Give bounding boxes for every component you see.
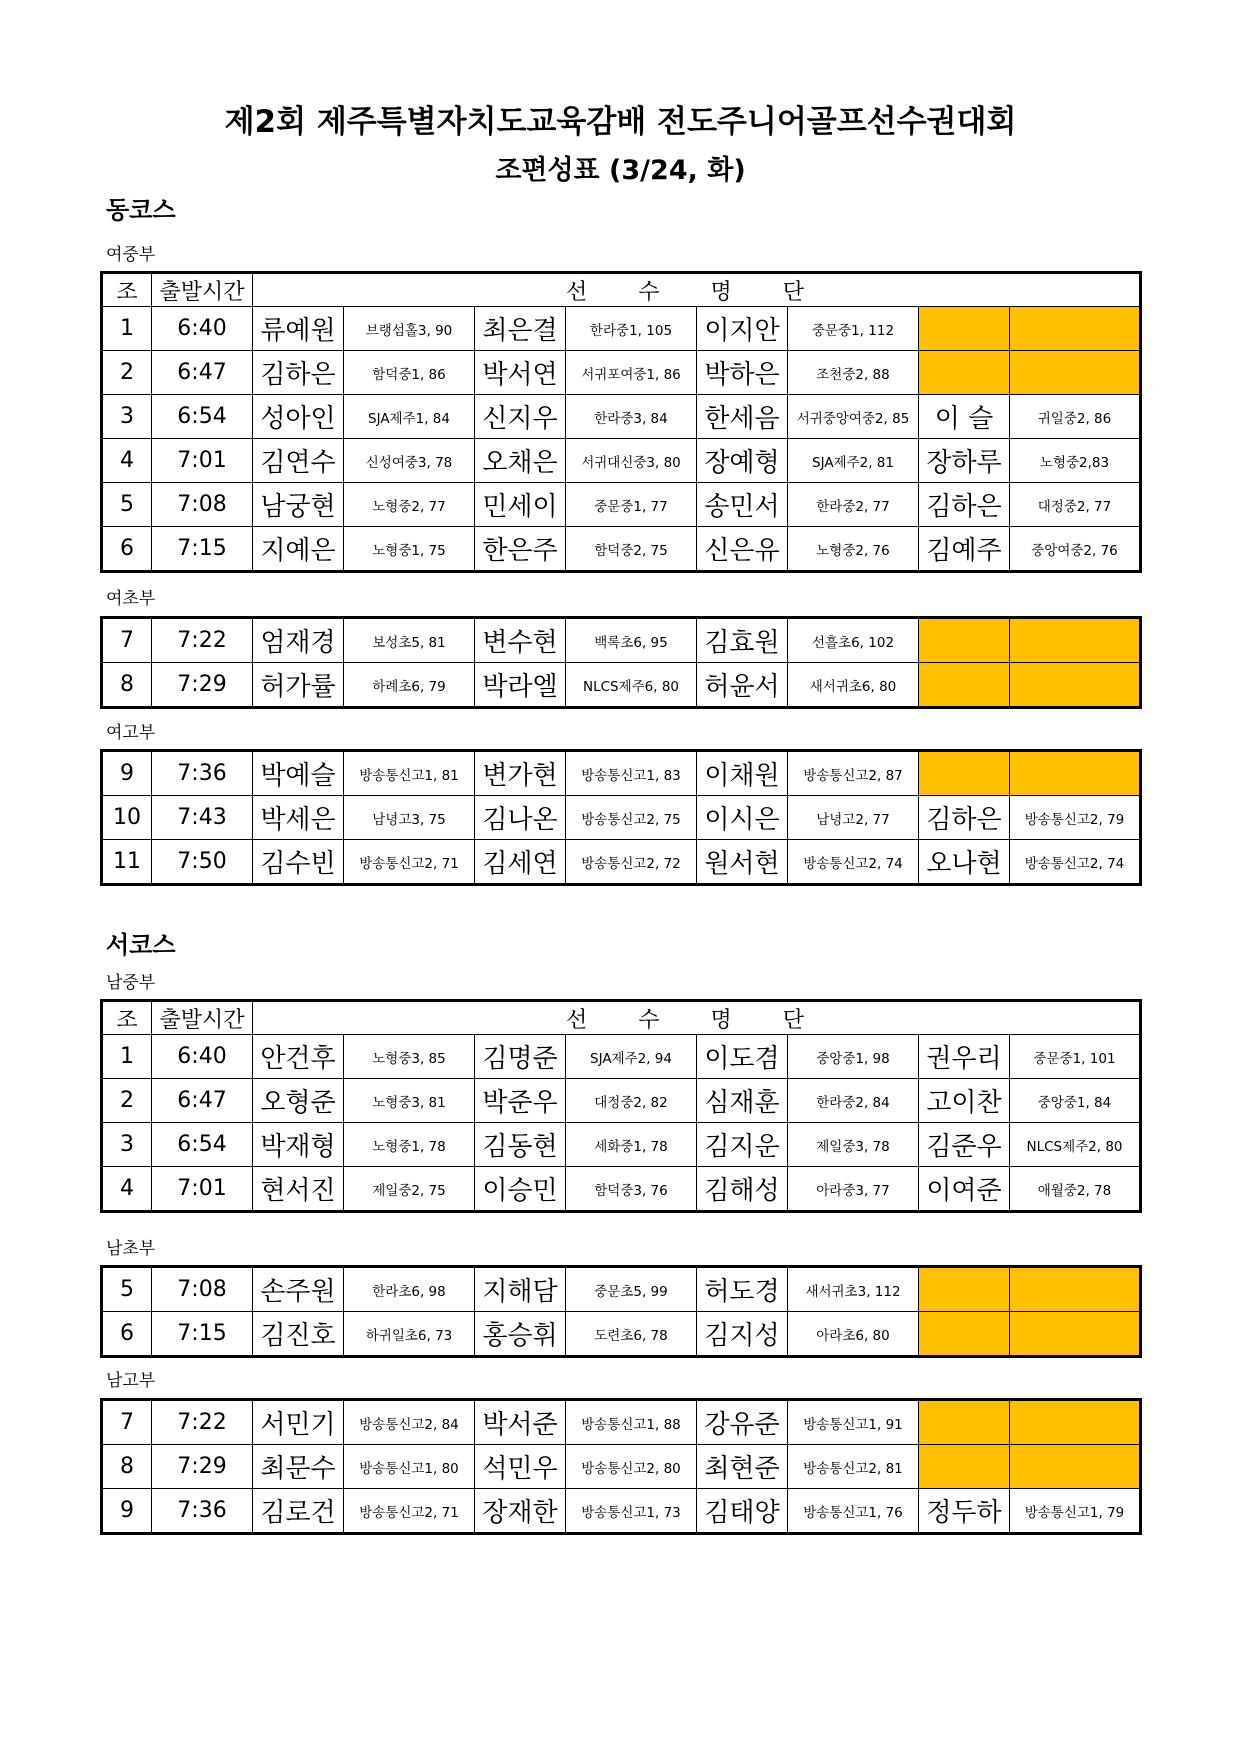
player-name: 김지운 bbox=[697, 1123, 788, 1167]
player-school-score: 함덕중3, 76 bbox=[566, 1167, 697, 1212]
player-school-score: SJA제주2, 94 bbox=[566, 1035, 697, 1079]
player-name: 허윤서 bbox=[697, 663, 788, 708]
group-number: 3 bbox=[102, 395, 152, 439]
player-school-score: 중앙중1, 84 bbox=[1010, 1079, 1141, 1123]
player-name: 박준우 bbox=[475, 1079, 566, 1123]
player-name: 김효원 bbox=[697, 618, 788, 663]
table-row bbox=[102, 618, 1141, 663]
tee-time: 7:15 bbox=[152, 1312, 253, 1357]
group-number: 3 bbox=[102, 1123, 152, 1167]
tee-time: 7:29 bbox=[152, 1445, 253, 1489]
table-row bbox=[102, 1267, 1141, 1312]
table-row bbox=[102, 1167, 1141, 1212]
player-name: 김명준 bbox=[475, 1035, 566, 1079]
schedule-table bbox=[100, 271, 1142, 573]
table-row bbox=[102, 1079, 1141, 1123]
group-number: 1 bbox=[102, 1035, 152, 1079]
player-name: 한은주 bbox=[475, 527, 566, 572]
schedule-table bbox=[100, 616, 1142, 709]
player-school-score: NLCS제주2, 80 bbox=[1010, 1123, 1141, 1167]
tee-time: 7:36 bbox=[152, 1489, 253, 1534]
group-number: 4 bbox=[102, 439, 152, 483]
player-school-score: 대정중2, 82 bbox=[566, 1079, 697, 1123]
player-name: 이시은 bbox=[697, 796, 788, 840]
tee-time: 6:47 bbox=[152, 351, 253, 395]
tee-time: 7:36 bbox=[152, 751, 253, 796]
player-school-score: 남녕고2, 77 bbox=[788, 796, 919, 840]
header-time: 출발시간 bbox=[152, 273, 253, 307]
player-school-score: 방송통신고1, 88 bbox=[566, 1400, 697, 1445]
group-number: 9 bbox=[102, 1489, 152, 1534]
player-name: 이채원 bbox=[697, 751, 788, 796]
table-row bbox=[102, 796, 1141, 840]
player-name: 오채은 bbox=[475, 439, 566, 483]
player-school-score: 세화중1, 78 bbox=[566, 1123, 697, 1167]
group-number: 8 bbox=[102, 663, 152, 708]
player-school-score: 아라초6, 80 bbox=[788, 1312, 919, 1357]
player-name: 김연수 bbox=[253, 439, 344, 483]
group-number: 1 bbox=[102, 307, 152, 351]
player-school-score: 제일중3, 78 bbox=[788, 1123, 919, 1167]
player-name: 송민서 bbox=[697, 483, 788, 527]
player-name: 신은유 bbox=[697, 527, 788, 572]
empty-slot bbox=[1010, 663, 1141, 708]
group-number: 7 bbox=[102, 1400, 152, 1445]
division-label: 여초부 bbox=[106, 589, 156, 609]
player-name: 김진호 bbox=[253, 1312, 344, 1357]
player-name: 김지성 bbox=[697, 1312, 788, 1357]
player-name: 원서현 bbox=[697, 840, 788, 885]
group-number: 4 bbox=[102, 1167, 152, 1212]
player-name: 장재한 bbox=[475, 1489, 566, 1534]
player-school-score: 하귀일초6, 73 bbox=[344, 1312, 475, 1357]
player-name: 손주원 bbox=[253, 1267, 344, 1312]
player-name: 김해성 bbox=[697, 1167, 788, 1212]
player-school-score: 한라중2, 84 bbox=[788, 1079, 919, 1123]
player-school-score: 조천중2, 88 bbox=[788, 351, 919, 395]
player-school-score: 한라중2, 77 bbox=[788, 483, 919, 527]
player-name: 안건후 bbox=[253, 1035, 344, 1079]
division-label: 남초부 bbox=[106, 1239, 156, 1259]
player-name: 최현준 bbox=[697, 1445, 788, 1489]
player-school-score: SJA제주2, 81 bbox=[788, 439, 919, 483]
player-school-score: 귀일중2, 86 bbox=[1010, 395, 1141, 439]
empty-slot bbox=[1010, 307, 1141, 351]
player-name: 남궁현 bbox=[253, 483, 344, 527]
table-header-row bbox=[102, 1001, 1141, 1035]
player-name: 심재훈 bbox=[697, 1079, 788, 1123]
player-name: 김로건 bbox=[253, 1489, 344, 1534]
player-school-score: 서귀포여중1, 86 bbox=[566, 351, 697, 395]
player-name: 이여준 bbox=[919, 1167, 1010, 1212]
tee-time: 7:01 bbox=[152, 439, 253, 483]
player-name: 박라엘 bbox=[475, 663, 566, 708]
header-players: 선 수 명 단 bbox=[253, 1001, 1141, 1035]
player-school-score: NLCS제주6, 80 bbox=[566, 663, 697, 708]
player-school-score: 중앙여중2, 76 bbox=[1010, 527, 1141, 572]
player-school-score: 방송통신고2, 84 bbox=[344, 1400, 475, 1445]
empty-slot bbox=[1010, 1312, 1141, 1357]
player-school-score: 방송통신고2, 74 bbox=[1010, 840, 1141, 885]
player-name: 지예은 bbox=[253, 527, 344, 572]
division-label: 여중부 bbox=[106, 245, 156, 265]
table-header-row bbox=[102, 273, 1141, 307]
empty-slot bbox=[919, 351, 1010, 395]
player-school-score: 노형중1, 75 bbox=[344, 527, 475, 572]
player-school-score: 중앙중1, 98 bbox=[788, 1035, 919, 1079]
empty-slot bbox=[919, 307, 1010, 351]
player-school-score: SJA제주1, 84 bbox=[344, 395, 475, 439]
empty-slot bbox=[1010, 1267, 1141, 1312]
player-school-score: 방송통신고2, 71 bbox=[344, 840, 475, 885]
header-group: 조 bbox=[102, 1001, 152, 1035]
table-row bbox=[102, 1123, 1141, 1167]
player-school-score: 방송통신고2, 80 bbox=[566, 1445, 697, 1489]
player-name: 류예원 bbox=[253, 307, 344, 351]
table-row bbox=[102, 483, 1141, 527]
player-name: 서민기 bbox=[253, 1400, 344, 1445]
player-name: 오형준 bbox=[253, 1079, 344, 1123]
table-row bbox=[102, 527, 1141, 572]
player-name: 성아인 bbox=[253, 395, 344, 439]
tee-time: 7:22 bbox=[152, 1400, 253, 1445]
player-name: 강유준 bbox=[697, 1400, 788, 1445]
group-number: 5 bbox=[102, 1267, 152, 1312]
tee-time: 7:50 bbox=[152, 840, 253, 885]
division-label: 여고부 bbox=[106, 723, 156, 743]
empty-slot bbox=[919, 618, 1010, 663]
player-name: 김수빈 bbox=[253, 840, 344, 885]
group-number: 8 bbox=[102, 1445, 152, 1489]
page-title: 제2회 제주특별자치도교육감배 전도주니어골프선수권대회 bbox=[224, 104, 1017, 140]
player-school-score: 노형중3, 81 bbox=[344, 1079, 475, 1123]
player-school-score: 노형중1, 78 bbox=[344, 1123, 475, 1167]
empty-slot bbox=[1010, 751, 1141, 796]
tee-time: 7:08 bbox=[152, 1267, 253, 1312]
player-school-score: 방송통신고1, 76 bbox=[788, 1489, 919, 1534]
player-school-score: 노형중2, 77 bbox=[344, 483, 475, 527]
group-number: 5 bbox=[102, 483, 152, 527]
empty-slot bbox=[919, 1312, 1010, 1357]
player-school-score: 함덕중1, 86 bbox=[344, 351, 475, 395]
player-name: 한세음 bbox=[697, 395, 788, 439]
division-label: 남중부 bbox=[106, 973, 156, 993]
course-title-east: 동코스 bbox=[106, 196, 176, 224]
player-name: 지해담 bbox=[475, 1267, 566, 1312]
table-row bbox=[102, 1400, 1141, 1445]
player-school-score: 방송통신고2, 81 bbox=[788, 1445, 919, 1489]
player-school-score: 선흘초6, 102 bbox=[788, 618, 919, 663]
group-number: 9 bbox=[102, 751, 152, 796]
tee-time: 6:47 bbox=[152, 1079, 253, 1123]
tee-time: 7:08 bbox=[152, 483, 253, 527]
table-row bbox=[102, 1312, 1141, 1357]
player-school-score: 함덕중2, 75 bbox=[566, 527, 697, 572]
player-name: 변수현 bbox=[475, 618, 566, 663]
player-school-score: 방송통신고1, 73 bbox=[566, 1489, 697, 1534]
group-number: 11 bbox=[102, 840, 152, 885]
player-name: 김하은 bbox=[919, 483, 1010, 527]
player-name: 김동현 bbox=[475, 1123, 566, 1167]
player-name: 이도겸 bbox=[697, 1035, 788, 1079]
player-name: 김준우 bbox=[919, 1123, 1010, 1167]
player-name: 석민우 bbox=[475, 1445, 566, 1489]
player-school-score: 대정중2, 77 bbox=[1010, 483, 1141, 527]
group-number: 2 bbox=[102, 1079, 152, 1123]
player-school-score: 방송통신고1, 80 bbox=[344, 1445, 475, 1489]
player-school-score: 중문중1, 112 bbox=[788, 307, 919, 351]
player-school-score: 보성초5, 81 bbox=[344, 618, 475, 663]
empty-slot bbox=[1010, 1400, 1141, 1445]
player-name: 권우리 bbox=[919, 1035, 1010, 1079]
tee-time: 7:22 bbox=[152, 618, 253, 663]
player-name: 고이찬 bbox=[919, 1079, 1010, 1123]
empty-slot bbox=[919, 1445, 1010, 1489]
player-school-score: 방송통신고1, 81 bbox=[344, 751, 475, 796]
player-name: 김나온 bbox=[475, 796, 566, 840]
player-school-score: 방송통신고2, 74 bbox=[788, 840, 919, 885]
player-school-score: 도련초6, 78 bbox=[566, 1312, 697, 1357]
player-school-score: 노형중2, 76 bbox=[788, 527, 919, 572]
empty-slot bbox=[919, 1400, 1010, 1445]
player-name: 장하루 bbox=[919, 439, 1010, 483]
tee-time: 6:54 bbox=[152, 395, 253, 439]
player-school-score: 방송통신고2, 71 bbox=[344, 1489, 475, 1534]
player-name: 현서진 bbox=[253, 1167, 344, 1212]
player-school-score: 신성여중3, 78 bbox=[344, 439, 475, 483]
player-name: 장예형 bbox=[697, 439, 788, 483]
tee-time: 7:43 bbox=[152, 796, 253, 840]
empty-slot bbox=[919, 663, 1010, 708]
player-name: 엄재경 bbox=[253, 618, 344, 663]
group-number: 7 bbox=[102, 618, 152, 663]
player-name: 김태양 bbox=[697, 1489, 788, 1534]
empty-slot bbox=[919, 751, 1010, 796]
empty-slot bbox=[1010, 1445, 1141, 1489]
player-school-score: 남녕고3, 75 bbox=[344, 796, 475, 840]
player-name: 민세이 bbox=[475, 483, 566, 527]
player-school-score: 중문초5, 99 bbox=[566, 1267, 697, 1312]
player-school-score: 새서귀초6, 80 bbox=[788, 663, 919, 708]
table-row bbox=[102, 1035, 1141, 1079]
player-name: 최문수 bbox=[253, 1445, 344, 1489]
player-school-score: 백록초6, 95 bbox=[566, 618, 697, 663]
player-name: 변가현 bbox=[475, 751, 566, 796]
player-school-score: 제일중2, 75 bbox=[344, 1167, 475, 1212]
player-school-score: 방송통신고2, 79 bbox=[1010, 796, 1141, 840]
player-name: 박하은 bbox=[697, 351, 788, 395]
tee-time: 6:40 bbox=[152, 307, 253, 351]
table-row bbox=[102, 1489, 1141, 1534]
player-school-score: 중문중1, 101 bbox=[1010, 1035, 1141, 1079]
player-school-score: 서귀대신중3, 80 bbox=[566, 439, 697, 483]
group-number: 6 bbox=[102, 527, 152, 572]
player-name: 박재형 bbox=[253, 1123, 344, 1167]
empty-slot bbox=[1010, 618, 1141, 663]
player-name: 이 슬 bbox=[919, 395, 1010, 439]
player-name: 최은결 bbox=[475, 307, 566, 351]
player-school-score: 노형중2,83 bbox=[1010, 439, 1141, 483]
player-school-score: 방송통신고1, 83 bbox=[566, 751, 697, 796]
player-name: 박세은 bbox=[253, 796, 344, 840]
player-name: 김하은 bbox=[253, 351, 344, 395]
table-row bbox=[102, 1445, 1141, 1489]
player-name: 오나현 bbox=[919, 840, 1010, 885]
player-school-score: 서귀중앙여중2, 85 bbox=[788, 395, 919, 439]
schedule-table bbox=[100, 749, 1142, 886]
schedule-table bbox=[100, 1265, 1142, 1358]
table-row bbox=[102, 663, 1141, 708]
player-school-score: 방송통신고1, 91 bbox=[788, 1400, 919, 1445]
table-row bbox=[102, 439, 1141, 483]
tee-time: 7:15 bbox=[152, 527, 253, 572]
tee-time: 7:01 bbox=[152, 1167, 253, 1212]
header-group: 조 bbox=[102, 273, 152, 307]
player-school-score: 방송통신고2, 87 bbox=[788, 751, 919, 796]
tee-time: 7:29 bbox=[152, 663, 253, 708]
course-title-west: 서코스 bbox=[106, 931, 176, 959]
player-school-score: 방송통신고2, 72 bbox=[566, 840, 697, 885]
player-name: 김예주 bbox=[919, 527, 1010, 572]
player-name: 박서연 bbox=[475, 351, 566, 395]
header-players: 선 수 명 단 bbox=[253, 273, 1141, 307]
table-row bbox=[102, 395, 1141, 439]
table-row bbox=[102, 751, 1141, 796]
tee-time: 6:40 bbox=[152, 1035, 253, 1079]
table-row bbox=[102, 307, 1141, 351]
player-name: 박예슬 bbox=[253, 751, 344, 796]
player-school-score: 한라중1, 105 bbox=[566, 307, 697, 351]
player-school-score: 한라중3, 84 bbox=[566, 395, 697, 439]
player-school-score: 노형중3, 85 bbox=[344, 1035, 475, 1079]
player-school-score: 방송통신고1, 79 bbox=[1010, 1489, 1141, 1534]
player-school-score: 하례초6, 79 bbox=[344, 663, 475, 708]
player-name: 허도경 bbox=[697, 1267, 788, 1312]
player-school-score: 한라초6, 98 bbox=[344, 1267, 475, 1312]
schedule-table bbox=[100, 999, 1142, 1213]
player-name: 박서준 bbox=[475, 1400, 566, 1445]
player-school-score: 브랭섬홀3, 90 bbox=[344, 307, 475, 351]
player-school-score: 애월중2, 78 bbox=[1010, 1167, 1141, 1212]
player-name: 이승민 bbox=[475, 1167, 566, 1212]
player-name: 김하은 bbox=[919, 796, 1010, 840]
empty-slot bbox=[919, 1267, 1010, 1312]
player-name: 홍승휘 bbox=[475, 1312, 566, 1357]
player-name: 허가률 bbox=[253, 663, 344, 708]
header-time: 출발시간 bbox=[152, 1001, 253, 1035]
group-number: 10 bbox=[102, 796, 152, 840]
empty-slot bbox=[1010, 351, 1141, 395]
schedule-table bbox=[100, 1398, 1142, 1535]
player-name: 김세연 bbox=[475, 840, 566, 885]
division-label: 남고부 bbox=[106, 1371, 156, 1391]
player-school-score: 방송통신고2, 75 bbox=[566, 796, 697, 840]
group-number: 6 bbox=[102, 1312, 152, 1357]
group-number: 2 bbox=[102, 351, 152, 395]
player-name: 신지우 bbox=[475, 395, 566, 439]
player-school-score: 새서귀초3, 112 bbox=[788, 1267, 919, 1312]
player-name: 정두하 bbox=[919, 1489, 1010, 1534]
player-school-score: 아라중3, 77 bbox=[788, 1167, 919, 1212]
player-name: 이지안 bbox=[697, 307, 788, 351]
page-subtitle: 조편성표 (3/24, 화) bbox=[495, 155, 746, 186]
table-row bbox=[102, 840, 1141, 885]
tee-time: 6:54 bbox=[152, 1123, 253, 1167]
player-school-score: 중문중1, 77 bbox=[566, 483, 697, 527]
table-row bbox=[102, 351, 1141, 395]
